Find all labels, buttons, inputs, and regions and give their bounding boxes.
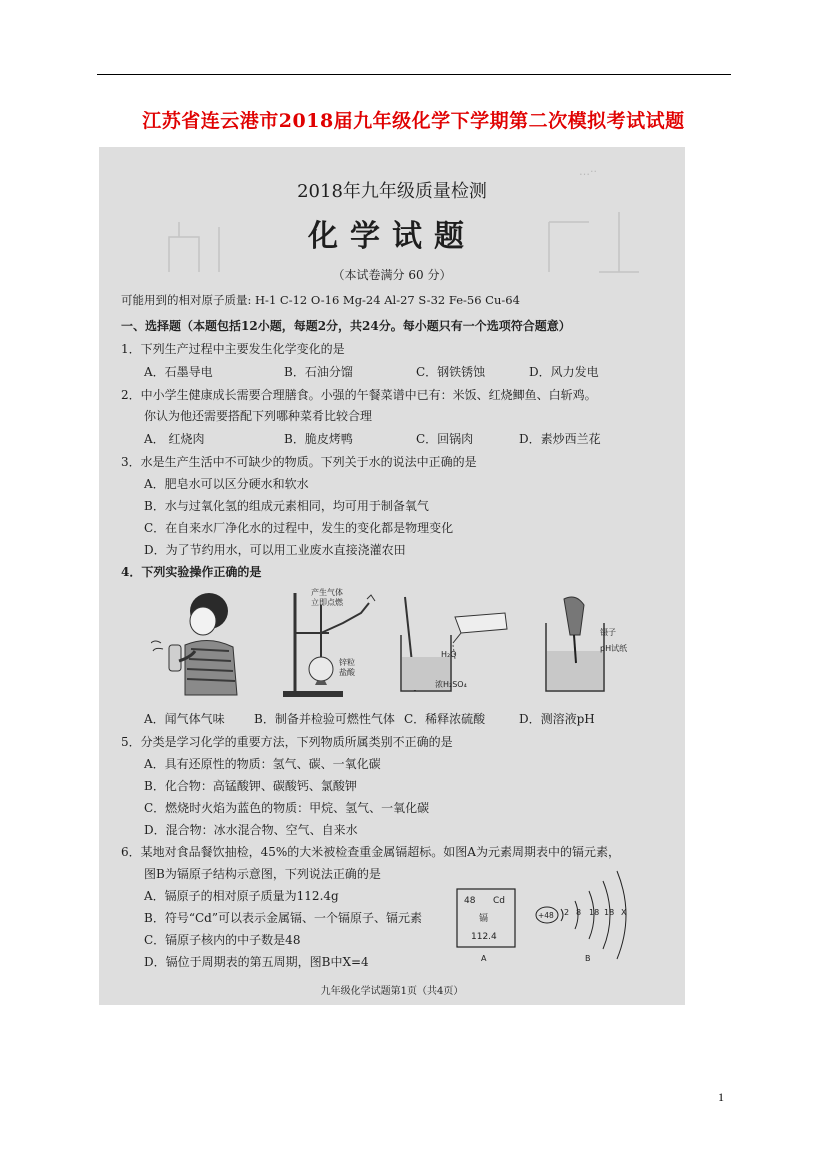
- q2-stem: 2．中小学生健康成长需要合理膳食。小强的午餐菜谱中已有：米饭、红烧鲫鱼、白斩鸡。: [121, 388, 597, 402]
- q4-option-a: A．闻气体气味: [144, 712, 225, 726]
- nucleus-charge: +48: [538, 911, 554, 920]
- measure-ph-figure: [524, 595, 644, 705]
- bleed-through-text: …··: [579, 165, 597, 178]
- q6-stem: 6．某地对食品餐饮抽检，45%的大米被检查重金属镉超标。如图A为元素周期表中的镉元素，: [121, 845, 620, 859]
- q3-option-a: A．肥皂水可以区分硬水和软水: [144, 477, 309, 491]
- fig-b-label-3: 锌粒: [339, 658, 355, 667]
- q4-option-c: C．稀释浓硫酸: [404, 712, 486, 726]
- q2-stem-continued: 你认为他还需要搭配下列哪种菜肴比较合理: [144, 409, 373, 423]
- periodic-cell-figure: [455, 887, 525, 963]
- q6-option-a: A．镉原子的相对原子质量为112.4g: [144, 889, 339, 903]
- fig-b-label-1: 产生气体: [311, 588, 343, 597]
- fig-d-label-2: pH试纸: [600, 644, 628, 653]
- q1-option-c: C．钢铁锈蚀: [416, 365, 486, 379]
- q6-stem-continued: 图B为镉原子结构示意图，下列说法正确的是: [144, 867, 381, 881]
- shell-3: 18: [589, 908, 600, 917]
- paper-footer: 九年级化学试题第1页（共4页）: [320, 986, 464, 997]
- gas-generation-figure: [281, 585, 401, 705]
- fig-c-label-1: H₂O: [441, 650, 457, 659]
- atom-structure-figure: [531, 863, 641, 963]
- paper-title: 化学试题: [308, 219, 476, 254]
- section-heading: 一、选择题（本题包括12小题，每题2分，共24分。每小题只有一个选项符合题意）: [121, 319, 571, 333]
- scanned-exam-page: [99, 147, 685, 1005]
- q6-option-b: B．符号“Cd”可以表示金属镉、一个镉原子、镉元素: [144, 911, 422, 925]
- q6-option-d: D．镉位于周期表的第五周期，图B中X=4: [144, 955, 369, 969]
- cell-mass: 112.4: [471, 932, 497, 942]
- q4-stem: 4．下列实验操作正确的是: [121, 565, 262, 579]
- cell-symbol: Cd: [493, 896, 505, 906]
- q3-option-c: C．在自来水厂净化水的过程中，发生的变化都是物理变化: [144, 521, 454, 535]
- q1-option-a: A．石墨导电: [144, 365, 213, 379]
- q5-option-b: B．化合物：高锰酸钾、碳酸钙、氯酸钾: [144, 779, 357, 793]
- page-number: 1: [718, 1090, 724, 1104]
- q5-stem: 5．分类是学习化学的重要方法，下列物质所属类别不正确的是: [121, 735, 453, 749]
- q5-option-a: A．具有还原性的物质：氢气、碳、一氧化碳: [144, 757, 381, 771]
- q1-stem: 1．下列生产过程中主要发生化学变化的是: [121, 342, 345, 356]
- shell-5: X: [621, 908, 627, 917]
- fig-a-caption: A: [481, 954, 487, 963]
- atomic-masses: 可能用到的相对原子质量: H-1 C-12 O-16 Mg-24 Al-27 S-32 Fe-56 Cu-64: [121, 293, 520, 307]
- dilute-acid-figure: [395, 595, 525, 705]
- cell-atomic-number: 48: [464, 896, 476, 906]
- paper-subtitle: 2018年九年级质量检测: [297, 181, 487, 202]
- fig-c-label-2: 浓H₂SO₄: [435, 680, 467, 689]
- q2-option-d: D．素炒西兰花: [519, 432, 601, 446]
- full-marks-note: （本试卷满分 60 分）: [332, 268, 452, 282]
- shell-1: 2: [564, 908, 570, 917]
- q2-option-c: C．回锅肉: [416, 432, 474, 446]
- q1-option-b: B．石油分馏: [284, 365, 353, 379]
- shell-2: 8: [576, 908, 582, 917]
- document-title: 江苏省连云港市2018届九年级化学下学期第二次模拟考试试题: [142, 110, 685, 132]
- header-rule: [97, 74, 731, 75]
- q4-option-b: B．制备并检验可燃性气体: [254, 712, 395, 726]
- q4-option-d: D．测溶液pH: [519, 712, 595, 726]
- q3-option-d: D．为了节约用水，可以用工业废水直接浇灌农田: [144, 543, 406, 557]
- q2-option-b: B．脆皮烤鸭: [284, 432, 353, 446]
- fig-b-label-2: 立即点燃: [311, 598, 343, 607]
- shell-4: 18: [604, 908, 615, 917]
- smell-gas-figure: [151, 587, 243, 697]
- q5-option-d: D．混合物：冰水混合物、空气、自来水: [144, 823, 358, 837]
- q6-option-c: C．镉原子核内的中子数是48: [144, 933, 301, 947]
- cell-name: 镉: [479, 914, 489, 924]
- q5-option-c: C．燃烧时火焰为蓝色的物质：甲烷、氢气、一氧化碳: [144, 801, 430, 815]
- q3-stem: 3．水是生产生活中不可缺少的物质。下列关于水的说法中正确的是: [121, 455, 477, 469]
- fig-b-caption: B: [585, 954, 591, 963]
- q1-option-d: D．风力发电: [529, 365, 599, 379]
- q2-option-a: A． 红烧肉: [144, 432, 205, 446]
- fig-d-label-1: 镊子: [600, 628, 616, 637]
- q3-option-b: B．水与过氧化氢的组成元素相同，均可用于制备氧气: [144, 499, 429, 513]
- fig-b-label-4: 盐酸: [339, 668, 355, 677]
